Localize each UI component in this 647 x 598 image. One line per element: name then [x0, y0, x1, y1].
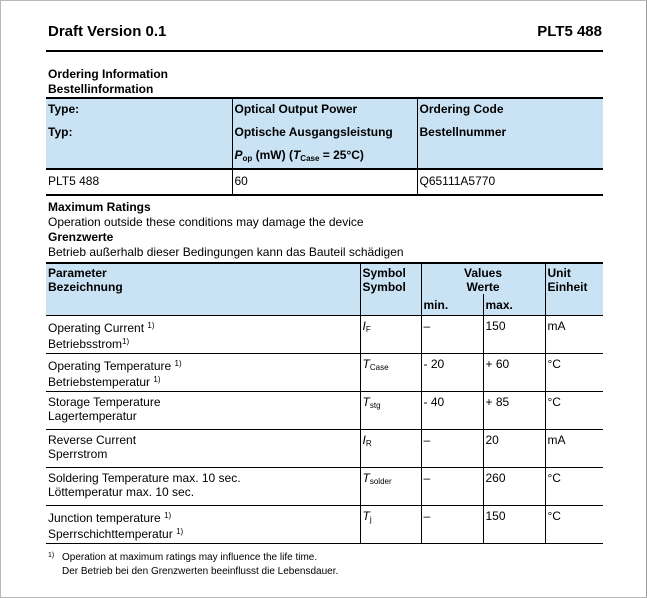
- ordering-col-type-en: Type:: [46, 98, 232, 122]
- param-max: 20: [483, 430, 545, 468]
- col-parameter-de: Bezeichnung: [48, 280, 123, 294]
- ordering-unit-empty-3: [417, 145, 603, 169]
- param-name: Reverse Current Sperrstrom: [46, 430, 360, 468]
- table-row: [46, 316, 603, 354]
- param-symbol: $T_j$: [360, 506, 421, 544]
- param-unit: °C: [545, 392, 603, 430]
- table-row: [46, 468, 603, 506]
- product-name: PLT5 488: [537, 23, 602, 40]
- grenzwerte-text: Betrieb außerhalb dieser Bedingungen kann das Bauteil schädigen: [48, 245, 404, 259]
- table-row: [46, 354, 603, 392]
- ordering-data-row: [46, 169, 603, 195]
- param-min: –: [421, 468, 483, 506]
- table-row: [46, 506, 603, 544]
- param-symbol: $T_{solder}$: [360, 468, 421, 506]
- param-min: - 40: [421, 392, 483, 430]
- col-symbol-en: Symbol: [362, 266, 406, 280]
- col-symbol-de: Symbol: [362, 280, 406, 294]
- param-unit: °C: [545, 468, 603, 506]
- param-max: 260: [483, 468, 545, 506]
- param-max: + 60: [483, 354, 545, 392]
- param-symbol: $T_{stg}$: [360, 392, 421, 430]
- param-max: 150: [483, 506, 545, 544]
- param-name: Operating Temperature $^{1)}$ Betriebstemperatur $^{1)}$: [46, 354, 360, 392]
- case-temp-symbol: T: [292, 148, 301, 162]
- ordering-unit-row: [46, 145, 603, 169]
- param-name: Storage Temperature Lagertemperatur: [46, 392, 360, 430]
- col-values-de: Werte: [466, 280, 500, 294]
- power-symbol-sub: op: [242, 154, 253, 163]
- ordering-unit-cell: [232, 145, 417, 169]
- max-header-row: [46, 263, 603, 294]
- ordering-title-de: Bestellinformation: [48, 82, 154, 96]
- header-rule: [46, 50, 603, 52]
- col-values: [421, 263, 545, 294]
- max-ratings-title: Maximum Ratings: [48, 200, 151, 214]
- col-unit: [545, 263, 603, 316]
- case-temp-value: = 25°C): [319, 148, 364, 162]
- col-parameter: [46, 263, 360, 316]
- col-unit-de: Einheit: [547, 280, 588, 294]
- param-unit: °C: [545, 354, 603, 392]
- ordering-title-en: Ordering Information: [48, 67, 168, 81]
- footnote-text-de: Der Betrieb bei den Grenzwerten beeinflusst die Lebensdauer.: [62, 566, 339, 577]
- param-min: - 20: [421, 354, 483, 392]
- param-name: Operating Current $^{1)}$ Betriebsstrom$^{1)}$: [46, 316, 360, 354]
- footnote-text-en: Operation at maximum ratings may influence the life time.: [62, 552, 318, 563]
- footnote: [48, 549, 338, 579]
- param-symbol: $I_F$: [360, 316, 421, 354]
- grenzwerte-title: Grenzwerte: [48, 230, 114, 244]
- power-unit: (mW) (: [252, 148, 293, 162]
- ordering-power-value: 60: [232, 169, 417, 195]
- max-ratings-text: Operation outside these conditions may damage the device: [48, 215, 364, 229]
- param-min: –: [421, 316, 483, 354]
- max-ratings-table: [46, 262, 603, 544]
- case-temp-sub: Case: [300, 154, 320, 163]
- ordering-table: [46, 97, 603, 196]
- col-parameter-en: Parameter: [48, 266, 107, 280]
- param-min: –: [421, 506, 483, 544]
- col-unit-en: Unit: [547, 266, 571, 280]
- ordering-code-value: Q65111A5770: [417, 169, 603, 195]
- param-max: + 85: [483, 392, 545, 430]
- table-row: [46, 430, 603, 468]
- table-row: [46, 392, 603, 430]
- param-unit: mA: [545, 430, 603, 468]
- ordering-col-code-de: Bestellnummer: [417, 122, 603, 145]
- param-name: Junction temperature $^{1)}$ Sperrschichttemperatur $^{1)}$: [46, 506, 360, 544]
- col-symbol: [360, 263, 421, 316]
- ordering-header-row-en: [46, 98, 603, 122]
- footnote-mark: 1): [48, 552, 55, 559]
- param-symbol: $I_R$: [360, 430, 421, 468]
- ordering-col-type-de: Typ:: [48, 125, 73, 139]
- param-max: 150: [483, 316, 545, 354]
- ordering-unit-empty-1: [46, 145, 232, 169]
- param-unit: mA: [545, 316, 603, 354]
- ordering-col-code-en: Ordering Code: [417, 98, 603, 122]
- ordering-type-value: PLT5 488: [46, 169, 232, 195]
- param-name: Soldering Temperature max. 10 sec. Löttemperatur max. 10 sec.: [46, 468, 360, 506]
- col-values-en: Values: [463, 266, 503, 280]
- param-unit: °C: [545, 506, 603, 544]
- document-version: Draft Version 0.1: [48, 23, 167, 40]
- col-min: min.: [421, 294, 483, 316]
- ordering-header-row-de: [46, 122, 603, 145]
- ordering-col-power-de: Optische Ausgangsleistung: [232, 122, 417, 145]
- param-symbol: $T_{Case}$: [360, 354, 421, 392]
- col-max: max.: [483, 294, 545, 316]
- param-min: –: [421, 430, 483, 468]
- power-symbol: P: [234, 148, 243, 162]
- ordering-col-power-en: Optical Output Power: [232, 98, 417, 122]
